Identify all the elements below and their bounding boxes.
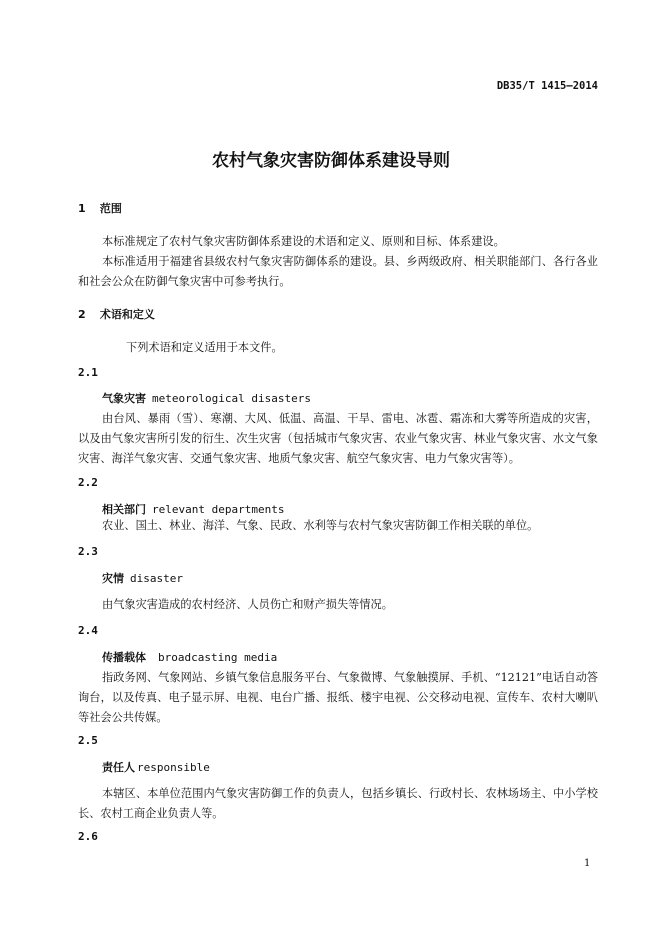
term-heading: [102, 759, 210, 775]
section-1-heading: [78, 200, 122, 216]
term-en: disaster: [130, 572, 183, 585]
term-heading: [102, 570, 183, 586]
term-number: 2.5: [78, 734, 98, 747]
term-number: 2.4: [78, 624, 98, 637]
standard-code: DB35/T 1415—2014: [496, 80, 598, 92]
term-definition: 农业、国土、林业、海洋、气象、民政、水利等与农村气象灾害防御工作相关联的单位。: [102, 519, 539, 532]
term-en: broadcasting media: [158, 651, 278, 664]
term-definition: 由台风、暴雨（雪）、寒潮、大风、低温、高温、干旱、雷电、冰雹、霜冻和大雾等所造成的灾害，以及由气象灾害所引发的衍生、次生灾害（包括城市气象灾害、农业气象灾害、林业气象灾害、水文气象灾害、海洋气象灾害、交通气象灾害、地质气象灾害、航空气象灾害、电力气象灾害等）。: [78, 412, 598, 465]
term-definition: 由气象灾害造成的农村经济、人员伤亡和财产损失等情况。: [102, 598, 393, 611]
term-zh: 相关部门: [102, 503, 146, 516]
term-zh: 责任人: [102, 761, 135, 774]
section-2-heading: [78, 306, 155, 322]
term-definition: 本辖区、本单位范围内气象灾害防御工作的负责人，包括乡镇长、行政村长、农林场场主、中小学校长、农村工商企业负责人等。: [78, 787, 598, 820]
document-title: 农村气象灾害防御体系建设导则: [212, 151, 450, 171]
section-title: 范围: [99, 202, 122, 215]
term-zh: 气象灾害: [102, 392, 146, 405]
term-heading: [102, 390, 311, 406]
term-number: 2.1: [78, 366, 98, 379]
term-heading: [102, 501, 284, 517]
term-heading: [102, 649, 277, 665]
term-zh: 灾情: [102, 572, 124, 585]
term-en: responsible: [137, 761, 210, 774]
term-en: meteorological disasters: [152, 392, 311, 405]
section-title: 术语和定义: [99, 308, 155, 321]
terms-intro: 下列术语和定义适用于本文件。: [126, 341, 283, 354]
section-number: 2: [78, 308, 86, 321]
scope-paragraph-2: 本标准适用于福建省县级农村气象灾害防御体系的建设。县、乡两级政府、相关职能部门、各行各业和社会公众在防御气象灾害中可参考执行。: [78, 255, 598, 288]
term-definition: 指政务网、气象网站、乡镇气象信息服务平台、气象微博、气象触摸屏、手机、“12121”电话自动答询台，以及传真、电子显示屏、电视、电台广播、报纸、楼宇电视、公交移动电视、宣传车、农村大喇叭等社会公共传媒。: [78, 671, 598, 724]
page-number: 1: [584, 858, 591, 869]
term-number: 2.2: [78, 476, 98, 489]
term-number: 2.3: [78, 545, 98, 558]
term-en: relevant departments: [152, 503, 285, 516]
section-number: 1: [78, 202, 86, 215]
term-zh: 传播载体: [102, 651, 146, 664]
term-number: 2.6: [78, 830, 98, 843]
scope-paragraph-1: 本标准规定了农村气象灾害防御体系建设的术语和定义、原则和目标、体系建设。: [102, 235, 505, 248]
